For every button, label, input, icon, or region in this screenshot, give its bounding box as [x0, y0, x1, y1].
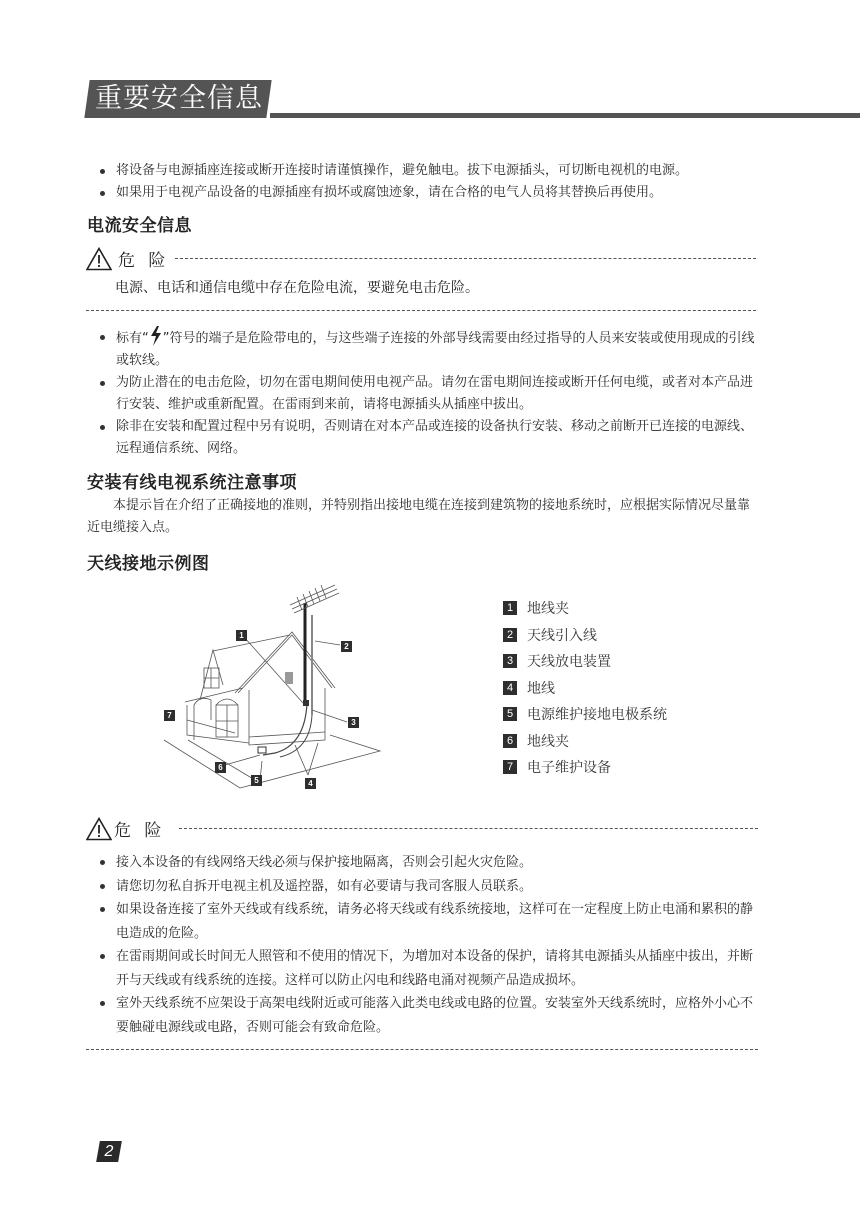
- list-item: 为防止潜在的电击危险，切勿在雷电期间使用电视产品。请勿在雷电期间连接或断开任何电缆，或者对本产品进行安装、维护或重新配置。在雷雨到来前，请将电源插头从插座中拔出。: [84, 372, 764, 416]
- legend-number: 7: [503, 760, 517, 774]
- legend-item: [503, 728, 667, 755]
- legend-number: 2: [503, 628, 517, 642]
- legend-number: 1: [503, 601, 517, 615]
- list-item: 接入本设备的有线网络天线必须与保护接地隔离，否则会引起火灾危险。: [84, 851, 764, 875]
- legend-number: 6: [503, 734, 517, 748]
- page-number: 2: [104, 1143, 114, 1160]
- diagram-label-1: 1: [236, 630, 247, 641]
- dashed-divider: [175, 258, 756, 259]
- danger-label: 危 险: [118, 251, 170, 271]
- current-safety-bullet-list: [84, 326, 764, 460]
- list-item: 除非在安装和配置过程中另有说明，否则请在对本产品或连接的设备执行安装、移动之前断开已连接的电源线、远程通信系统、网络。: [84, 416, 764, 460]
- legend-label: 地线夹: [527, 601, 569, 618]
- intro-bullet-list: [84, 160, 784, 204]
- section-heading-antenna: 天线接地示例图: [87, 554, 210, 574]
- danger-text: 电源、电话和通信电缆中存在危险电流，要避免电击危险。: [115, 280, 479, 296]
- section-heading-cable-tv: 安装有线电视系统注意事项: [87, 473, 297, 493]
- warning-triangle-icon: [86, 247, 112, 271]
- list-item: 在雷雨期间或长时间无人照管和不使用的情况下，为增加对本设备的保护，请将其电源插头从插座中拔出，并断开与天线或有线系统的连接。这样可以防止闪电和线路电涌对视频产品造成损坏。: [84, 945, 764, 992]
- antenna-grounding-diagram: [160, 575, 390, 795]
- legend-label: 天线引入线: [527, 627, 597, 644]
- legend-item: [503, 675, 667, 702]
- section-heading-current-safety: 电流安全信息: [87, 216, 192, 236]
- bullet-text: ”符号的端子是危险带电的，与这些端子连接的外部导线需要由经过指导的人员来安装或使用现成的引线或软线。: [116, 331, 755, 368]
- diagram-label-7: 7: [164, 710, 175, 721]
- danger-header: [86, 816, 758, 841]
- cable-tv-paragraph: 本提示旨在介绍了正确接地的准则，并特别指出接地电缆在连接到建筑物的接地系统时，应根据实际情况尽量靠近电缆接入点。: [87, 498, 751, 535]
- legend-label: 电源维护接地电极系统: [527, 707, 667, 724]
- warning-triangle-icon: [86, 817, 112, 841]
- legend-number: 3: [503, 654, 517, 668]
- lightning-bolt-icon: [150, 326, 162, 346]
- legend-number: 4: [503, 681, 517, 695]
- legend-label: 地线夹: [527, 733, 569, 750]
- legend-item: [503, 595, 667, 622]
- diagram-label-3: 3: [348, 717, 359, 728]
- list-item: 室外天线系统不应架设于高架电线附近或可能落入此类电线或电路的位置。安装室外天线系统时，应格外小心不要触碰电源线或电路，否则可能会有致命危险。: [84, 992, 764, 1039]
- bullet-text: 标有“: [116, 331, 149, 346]
- danger-label: 危 险: [114, 821, 166, 841]
- legend-item: [503, 622, 667, 649]
- page-title-banner: [84, 80, 271, 118]
- legend-label: 天线放电装置: [527, 654, 611, 671]
- page-title: 重要安全信息: [95, 83, 263, 114]
- diagram-label-6: 6: [215, 762, 226, 773]
- page-number-badge: [96, 1141, 122, 1162]
- danger-header: [86, 246, 756, 271]
- list-item: 将设备与电源插座连接或断开连接时请谨慎操作，避免触电。拔下电源插头，可切断电视机的电源。: [84, 160, 784, 182]
- legend-number: 5: [503, 707, 517, 721]
- dashed-divider: [86, 1049, 758, 1050]
- legend-item: [503, 648, 667, 675]
- dashed-divider: [86, 310, 756, 311]
- house-antenna-illustration: [160, 575, 390, 795]
- legend-item: [503, 701, 667, 728]
- diagram-label-4: 4: [305, 778, 316, 789]
- list-item: 请您切勿私自拆开电视主机及遥控器，如有必要请与我司客服人员联系。: [84, 875, 764, 899]
- legend-label: 地线: [527, 680, 555, 697]
- dashed-divider: [179, 828, 758, 829]
- legend-label: 电子维护设备: [527, 760, 611, 777]
- list-item: 如果设备连接了室外天线或有线系统，请务必将天线或有线系统接地，这样可在一定程度上防止电涌和累积的静电造成的危险。: [84, 898, 764, 945]
- title-rule: [270, 113, 860, 118]
- list-item: [84, 326, 764, 372]
- legend-item: [503, 754, 667, 781]
- vent-icon: [285, 672, 293, 684]
- diagram-legend: [503, 595, 667, 781]
- danger-bullet-list: [84, 851, 764, 1039]
- diagram-label-2: 2: [341, 641, 352, 652]
- list-item: 如果用于电视产品设备的电源插座有损坏或腐蚀迹象，请在合格的电气人员将其替换后再使用。: [84, 182, 784, 204]
- diagram-label-5: 5: [251, 775, 262, 786]
